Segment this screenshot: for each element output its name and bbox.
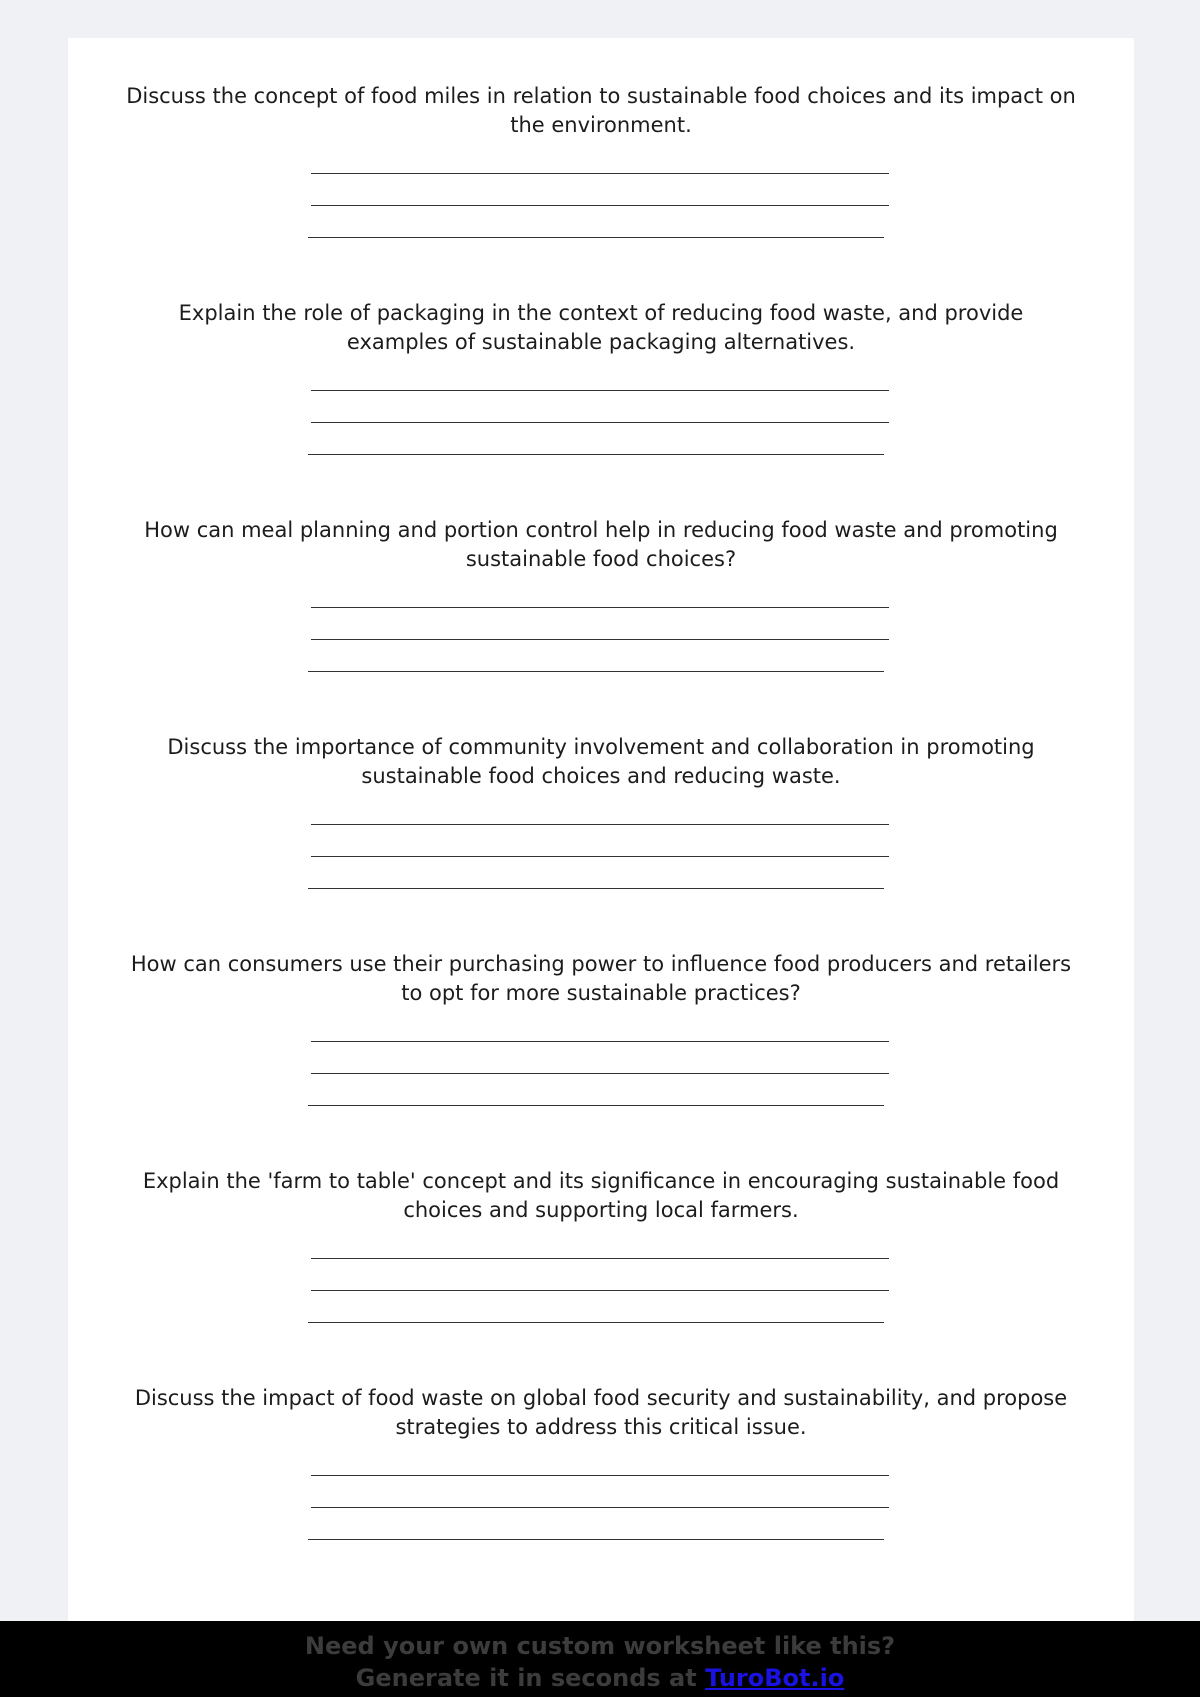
answer-area[interactable] xyxy=(68,1016,1134,1116)
question-3 xyxy=(68,516,1134,682)
question-1 xyxy=(68,82,1134,248)
question-4 xyxy=(68,733,1134,899)
answer-line[interactable] xyxy=(308,1322,884,1323)
answer-line[interactable] xyxy=(311,1073,889,1074)
answer-area[interactable] xyxy=(68,1450,1134,1550)
answer-line[interactable] xyxy=(308,237,884,238)
answer-area[interactable] xyxy=(68,365,1134,465)
answer-line[interactable] xyxy=(308,1105,884,1106)
answer-line[interactable] xyxy=(311,639,889,640)
answer-line[interactable] xyxy=(311,1258,889,1259)
banner-subline xyxy=(0,1662,1200,1694)
question-5 xyxy=(68,950,1134,1116)
question-text: How can meal planning and portion control help in reducing food waste and promoting sustainable food choices? xyxy=(144,518,1058,571)
answer-area[interactable] xyxy=(68,582,1134,682)
turobot-link[interactable]: TuroBot.io xyxy=(705,1664,845,1692)
question-text: Discuss the impact of food waste on global food security and sustainability, and propose strategies to address this critical issue. xyxy=(134,1386,1068,1439)
question-text: Explain the role of packaging in the context of reducing food waste, and provide examples of sustainable packaging alternatives. xyxy=(178,301,1024,354)
answer-line[interactable] xyxy=(311,173,889,174)
answer-line[interactable] xyxy=(311,1475,889,1476)
answer-area[interactable] xyxy=(68,799,1134,899)
question-text: Discuss the importance of community involvement and collaboration in promoting sustainable food choices and reducing waste. xyxy=(167,735,1035,788)
answer-line[interactable] xyxy=(311,1041,889,1042)
answer-line[interactable] xyxy=(311,856,889,857)
answer-line[interactable] xyxy=(311,1290,889,1291)
answer-line[interactable] xyxy=(311,205,889,206)
answer-line[interactable] xyxy=(311,1507,889,1508)
answer-line[interactable] xyxy=(311,422,889,423)
question-text: Discuss the concept of food miles in relation to sustainable food choices and its impact on the environment. xyxy=(126,84,1076,137)
answer-area[interactable] xyxy=(68,148,1134,248)
question-2 xyxy=(68,299,1134,465)
question-7 xyxy=(68,1384,1134,1550)
answer-line[interactable] xyxy=(311,824,889,825)
answer-line[interactable] xyxy=(311,390,889,391)
banner-headline: Need your own custom worksheet like this? xyxy=(304,1632,896,1660)
promo-banner xyxy=(0,1621,1200,1697)
banner-subline-text: Generate it in seconds at xyxy=(355,1664,706,1692)
worksheet-page xyxy=(68,38,1134,1638)
answer-area[interactable] xyxy=(68,1233,1134,1333)
answer-line[interactable] xyxy=(311,607,889,608)
answer-line[interactable] xyxy=(308,671,884,672)
question-text: Explain the 'farm to table' concept and its significance in encouraging sustainable food choices and supporting local farmers. xyxy=(142,1169,1060,1222)
answer-line[interactable] xyxy=(308,888,884,889)
question-text: How can consumers use their purchasing power to influence food producers and retailers to opt for more sustainable practices? xyxy=(130,952,1072,1005)
answer-line[interactable] xyxy=(308,454,884,455)
answer-line[interactable] xyxy=(308,1539,884,1540)
question-6 xyxy=(68,1167,1134,1333)
